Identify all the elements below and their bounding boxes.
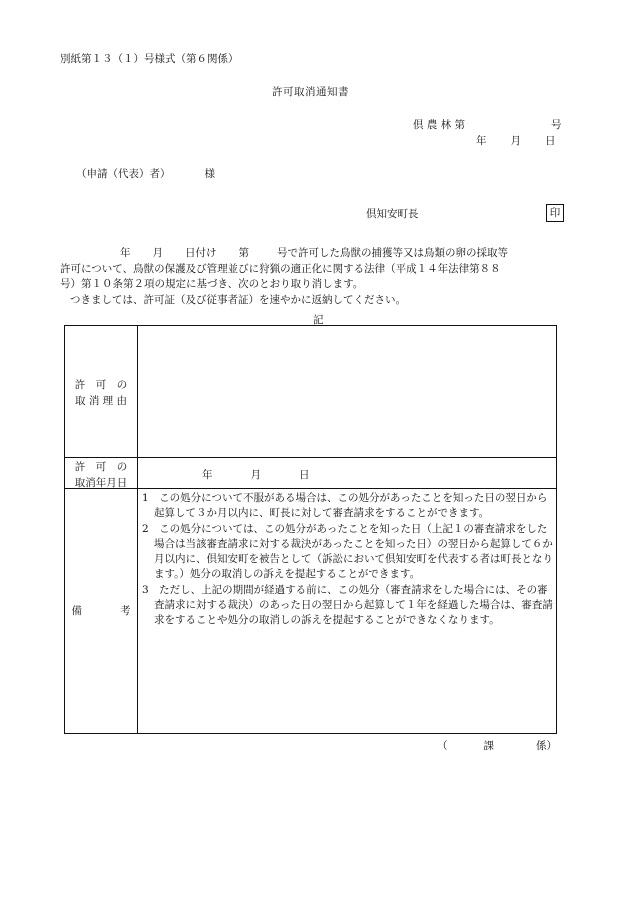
date-year: 年	[476, 135, 487, 147]
form-table	[64, 325, 557, 734]
document-number-suffix: 号	[551, 119, 562, 131]
body-line-2: 許可について、鳥獣の保護及び管理並びに狩猟の適正化に関する法律（平成１４年法律第８８	[60, 262, 501, 275]
document-number	[413, 117, 562, 132]
revocation-reason-label: 許 可 の 取 消 理 由	[74, 379, 128, 407]
body-text	[60, 246, 560, 308]
date-month: 月	[510, 135, 521, 147]
body-line-3: 号）第１０条第２項の規定に基づき、次のとおり取り消します。	[60, 278, 364, 290]
body-line-4: つきましては、許可証（及び従事者証）を速やかに返納してください。	[70, 293, 406, 306]
form-id: 別紙第１３（１）号様式（第６関係）	[60, 53, 239, 65]
seal-mark: 印	[546, 204, 564, 222]
note-1: 1 この処分について不服がある場合は、この処分があったことを知った日の翌日から起算して３か月以内に、町長に対して審査請求をすることができます。	[142, 492, 548, 520]
remarks-label: 備 考	[71, 605, 131, 617]
recipient	[76, 166, 215, 181]
document-date	[476, 133, 556, 148]
table-row-divider-1	[65, 457, 556, 458]
issuer-name: 倶知安町長	[366, 208, 419, 220]
revocation-date-label: 許 可 の 取消年月日	[74, 461, 128, 489]
date-day: 日	[545, 135, 556, 147]
note-2: 2 この処分については、この処分があったことを知った日（上記１の審査請求をした場合は当該審査請求に対する裁決があったことを知った日）の翌日から起算して６か月以内に、倶知安町を被告として（訴訟において倶知安町を代表する者は町長となります。）処分の取消しの訴えを提起することができます。	[142, 522, 553, 581]
department-footer: （ 課 係）	[437, 740, 557, 752]
document-number-prefix: 倶 農 林 第	[413, 119, 466, 131]
revocation-date-value: 年 月 日	[202, 469, 310, 481]
ki-label: 記	[313, 314, 324, 326]
table-row-divider-2	[65, 488, 556, 489]
remarks-notes	[142, 491, 554, 629]
note-3: 3 ただし、上記の期間が経過する前に、この処分（審査請求をした場合には、その審査請求に対する裁決）のあった日の翌日から起算して１年を経過した場合は、審査請求をすることや処分の取消しの訴えを提起することができなくなります。	[142, 583, 553, 627]
recipient-label: （申請（代表）者）	[76, 168, 171, 180]
body-line-1: 年 月 日付け 第 号で許可した鳥獣の捕獲等又は鳥類の卵の採取等	[120, 247, 508, 259]
recipient-honorific: 様	[204, 168, 215, 180]
document-title: 許可取消通知書	[272, 86, 349, 98]
table-column-divider	[137, 326, 138, 733]
